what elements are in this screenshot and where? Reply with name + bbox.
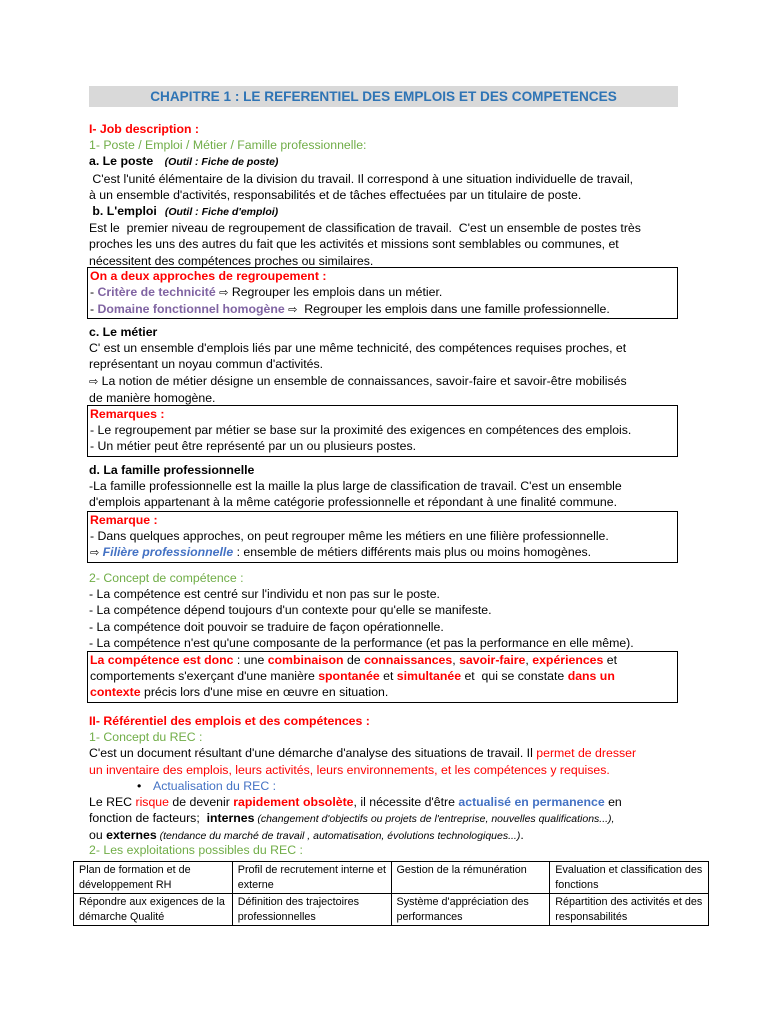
subsection-1-heading: 1- Poste / Emploi / Métier / Famille professionnelle: xyxy=(89,138,367,153)
table-cell: Gestion de la rémunération xyxy=(391,862,550,894)
text: et xyxy=(603,653,618,667)
poste-heading xyxy=(89,153,681,170)
text: Le REC xyxy=(89,795,136,810)
actualisation-bullet xyxy=(89,778,681,794)
poste-text-2: à un ensemble d'activités, responsabilités et de tâches effectuées par un titulaire de poste. xyxy=(89,187,582,202)
remarque-filiere-2 xyxy=(90,544,677,561)
remarques-title: Remarques : xyxy=(90,407,165,421)
dash: - xyxy=(90,302,98,317)
text: , xyxy=(452,653,460,667)
metier-label: c. Le métier xyxy=(89,325,158,339)
metier-notion: La notion de métier désigne un ensemble de connaissances, savoir-faire et savoir-être mobilisés xyxy=(101,373,627,388)
chapter-title: CHAPITRE 1 : LE REFERENTIEL DES EMPLOIS ET DES COMPETENCES xyxy=(89,86,678,107)
approche-2-name: Domaine fonctionnel homogène xyxy=(97,302,285,317)
highlight: actualisé en permanence xyxy=(458,795,605,810)
keyword: connaissances xyxy=(364,653,453,667)
text: précis lors d'une mise en œuvre en situation. xyxy=(140,685,389,700)
competence-line-1: - La compétence est centré sur l'individu et non pas sur le poste. xyxy=(89,587,440,602)
emploi-label: b. L'emploi xyxy=(89,204,157,219)
section-2-block xyxy=(89,713,681,858)
definition-line-2 xyxy=(90,668,677,684)
dash: - xyxy=(90,285,98,300)
poste-label: a. Le poste xyxy=(89,154,154,169)
approche-line-1 xyxy=(90,284,677,301)
actualisation-line-2 xyxy=(89,810,681,827)
definition-line-1 xyxy=(90,652,677,668)
right-arrow-icon: ⇨ xyxy=(288,303,298,317)
filiere-term: Filière professionnelle xyxy=(102,545,234,560)
keyword: spontanée xyxy=(318,669,380,684)
keyword: contexte xyxy=(90,685,141,700)
poste-text-1: C'est l'unité élémentaire de la division du travail. Il correspond à une situation individuelle de travail, xyxy=(89,171,634,186)
table-cell: Répartition des activités et des responsabilités xyxy=(550,894,709,926)
section-2-heading: II- Référentiel des emplois et des compétences : xyxy=(89,714,370,728)
metier-text-4: de manière homogène. xyxy=(89,390,216,405)
remarque-line-1: - Le regroupement par métier se base sur la proximité des exigences en compétences des emplois. xyxy=(90,423,632,438)
metier-text-3 xyxy=(89,373,681,390)
detail: (changement d'objectifs ou projets de l'entreprise, nouvelles qualifications...), xyxy=(254,813,615,826)
keyword: internes xyxy=(206,811,255,826)
approche-2-text: Regrouper les emplois dans une famille professionnelle. xyxy=(300,302,610,317)
keyword: expériences xyxy=(532,653,604,667)
right-arrow-icon: ⇨ xyxy=(90,546,100,560)
text: ou xyxy=(89,828,107,843)
rec-concept-heading: 1- Concept du REC : xyxy=(89,730,203,745)
right-arrow-icon: ⇨ xyxy=(219,286,229,300)
competence-definition-box xyxy=(87,651,678,703)
remarque-line-2: - Un métier peut être représenté par un ou plusieurs postes. xyxy=(90,439,417,454)
text: et xyxy=(379,669,397,684)
emploi-text-1: Est le premier niveau de regroupement de classification de travail. C'est un ensemble de postes très xyxy=(89,221,641,236)
approche-line-2 xyxy=(90,301,677,318)
competence-block xyxy=(89,570,681,651)
section-1-block xyxy=(89,121,681,269)
text: fonction de facteurs; xyxy=(89,811,207,826)
rec-text-1 xyxy=(89,745,681,761)
text: et qui se constate xyxy=(461,669,568,684)
detail: (tendance du marché de travail , automatisation, évolutions technologiques...) xyxy=(156,830,521,843)
text: C'est un document résultant d'une démarche d'analyse des situations de travail. Il xyxy=(89,746,537,761)
remarque-title: Remarque : xyxy=(90,513,158,527)
keyword: simultanée xyxy=(396,669,462,684)
definition-line-3 xyxy=(90,684,677,700)
remarque-box xyxy=(87,511,678,563)
emploi-heading xyxy=(89,203,681,220)
competence-line-4: - La compétence n'est qu'une composante de la performance (et pas la performance en elle même). xyxy=(89,635,634,650)
text: de devenir xyxy=(168,795,234,810)
filiere-definition: : ensemble de métiers différents mais plus ou moins homogènes. xyxy=(233,545,592,560)
rec-text-2: un inventaire des emplois, leurs activités, leurs environnements, et les compétences y requises. xyxy=(89,762,610,777)
section-1-heading: I- Job description : xyxy=(89,122,199,136)
table-cell: Evaluation et classification des fonctions xyxy=(550,862,709,894)
poste-tool: (Outil : Fiche de poste) xyxy=(164,156,279,169)
famille-text-2: d'emplois appartenant à la même catégorie professionnelle et répondant à une finalité commune. xyxy=(89,495,618,510)
approches-title: On a deux approches de regroupement : xyxy=(90,269,327,283)
metier-text-2: représentant un noyau commun d'activités. xyxy=(89,357,324,372)
approche-1-text: Regrouper les emplois dans un métier. xyxy=(231,285,443,300)
approches-box xyxy=(87,267,678,319)
remarques-box xyxy=(87,405,678,457)
highlight: rapidement obsolète xyxy=(233,795,354,810)
exploitations-heading: 2- Les exploitations possibles du REC : xyxy=(89,842,303,857)
highlight: permet de dresser xyxy=(536,746,637,761)
keyword: externes xyxy=(106,828,157,843)
table-cell: Plan de formation et de développement RH xyxy=(74,862,233,894)
table-cell: Système d'appréciation des performances xyxy=(391,894,550,926)
text: de xyxy=(343,653,365,667)
text: comportements s'exerçant d'une manière xyxy=(90,669,319,684)
famille-text-1: -La famille professionnelle est la maille la plus large de classification de travail. C'est un ensemble xyxy=(89,479,622,494)
emploi-text-2: proches les uns des autres du fait que les activités et missions sont semblables ou communes, et xyxy=(89,237,619,252)
text: : une xyxy=(233,653,268,667)
table-cell: Profil de recrutement interne et externe xyxy=(232,862,391,894)
table-row xyxy=(74,862,709,894)
highlight: risque xyxy=(135,795,169,810)
subsection-2-heading: 2- Concept de compétence : xyxy=(89,571,244,585)
table-row xyxy=(74,894,709,926)
text: , il nécessite d'être xyxy=(353,795,459,810)
text: . xyxy=(520,828,524,843)
remarque-filiere-1: - Dans quelques approches, on peut regrouper même les métiers en une filière professionnelle. xyxy=(90,529,609,544)
text: en xyxy=(604,795,622,810)
famille-label: d. La famille professionnelle xyxy=(89,463,255,477)
competence-line-2: - La compétence dépend toujours d'un contexte pour qu'elle se manifeste. xyxy=(89,603,492,618)
competence-line-3: - La compétence doit pouvoir se traduire de façon opérationnelle. xyxy=(89,619,444,634)
right-arrow-icon: ⇨ xyxy=(89,374,99,388)
bullet-icon: • xyxy=(137,778,142,793)
famille-block xyxy=(89,462,681,511)
actualisation-line-1 xyxy=(89,794,681,810)
metier-block xyxy=(89,324,681,406)
keyword: dans un xyxy=(567,669,615,684)
actualisation-heading: Actualisation du REC : xyxy=(153,778,277,793)
approche-1-name: Critère de technicité xyxy=(97,285,216,300)
keyword: savoir-faire xyxy=(459,653,526,667)
definition-term: La compétence est donc xyxy=(90,653,234,667)
keyword: combinaison xyxy=(267,653,344,667)
metier-text-1: C' est un ensemble d'emplois liés par une même technicité, des compétences requises proches, et xyxy=(89,341,627,356)
emploi-text-3: nécessitent des compétences proches ou similaires. xyxy=(89,253,374,268)
text: , xyxy=(525,653,533,667)
table-cell: Répondre aux exigences de la démarche Qualité xyxy=(74,894,233,926)
emploi-tool: (Outil : Fiche d'emploi) xyxy=(164,206,279,219)
exploitations-table xyxy=(73,861,709,926)
table-cell: Définition des trajectoires professionnelles xyxy=(232,894,391,926)
